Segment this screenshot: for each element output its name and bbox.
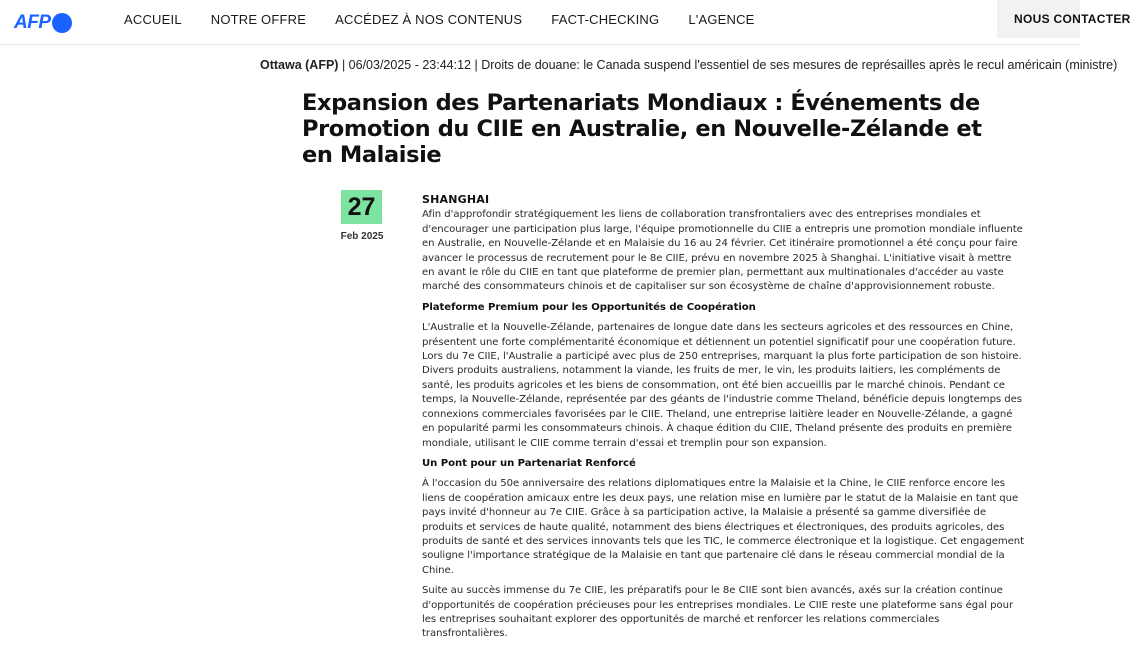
article-city: SHANGHAI <box>422 193 490 206</box>
date-day: 27 <box>347 193 376 221</box>
nav-item-contenus[interactable]: ACCÉDEZ À NOS CONTENUS <box>335 11 523 27</box>
article-body <box>422 193 1026 648</box>
ticker-text: | 06/03/2025 - 23:44:12 | Droits de douane: le Canada suspend l'essentiel de ses mesures de représailles après le recul américain (ministre) <box>338 58 1118 72</box>
section-heading: Plateforme Premium pour les Opportunités de Coopération <box>422 301 756 313</box>
afp-logo[interactable] <box>14 12 72 34</box>
section-paragraph: L'Australie et la Nouvelle-Zélande, partenaires de longue date dans les secteurs agricoles et des ressources en Chine, présentent une forte complémentarité économique et détiennent un potentiel significatif pour une coopération future. Lors du 7e CIIE, l'Australie a participé avec plus de 250 entreprises, marquant la plus forte participation de son histoire. Divers produits australiens, notamment la viande, les fruits de mer, le vin, les produits laitiers, les compléments de santé, les produits agricoles et les biens de consommation, ont été bien accueillis par le marché chinois. Pendant ce temps, la Nouvelle-Zélande, représentée par des géants de l'industrie comme Theland, bénéficie depuis longtemps des connexions commerciales favorisées par le CIIE. Theland, une entreprise laitière leader en Nouvelle-Zélande, a gagné en popularité parmi les consommateurs chinois. À chaque édition du CIIE, Theland présente des produits en première mondiale, utilisant le CIIE comme terrain d'essai et tremplin pour son expansion. <box>422 322 1023 449</box>
nav-item-notre-offre[interactable]: NOTRE OFFRE <box>210 11 307 27</box>
date-month-year: Feb 2025 <box>340 231 384 242</box>
date-badge <box>341 190 382 224</box>
nav-item-agence[interactable]: L'AGENCE <box>688 11 755 27</box>
nav-item-accueil[interactable]: ACCUEIL <box>124 11 182 27</box>
article-intro: Afin d'approfondir stratégiquement les liens de collaboration transfrontaliers avec des entreprises mondiales et d'encourager une participation plus large, l'équipe promotionnelle du CIIE a entrepris une promotion mondiale influente en Australie, en Nouvelle-Zélande et en Malaisie du 16 au 24 février. Cet itinéraire promotionnel a été conçu pour faire avancer le processus de recrutement pour le 8e CIIE, prévu en novembre 2025 à Shanghai. L'initiative visait à mettre en avant le rôle du CIIE en tant que plateforme de premier plan, permettant aux multinationales d'accéder au vaste marché des consommateurs chinois et de capitaliser sur son écosystème de chaîne d'approvisionnement robuste. <box>422 209 1023 293</box>
contact-button[interactable] <box>997 0 1131 38</box>
closing-paragraph: Suite au succès immense du 7e CIIE, les préparatifs pour le 8e CIIE sont bien avancés, axés sur la création continue d'opportunités de coopération précieuses pour les entreprises mondiales. Le CIIE reste une plateforme sans égal pour les entreprises souhaitant explorer des opportunités de marché et renforcer les relations commerciales transfrontalières. <box>422 585 1014 640</box>
site-header <box>0 0 1131 45</box>
section-heading: Un Pont pour un Partenariat Renforcé <box>422 457 636 469</box>
contact-button-label: NOUS CONTACTER <box>1014 12 1131 26</box>
main-nav <box>124 0 784 38</box>
nav-item-fact-checking[interactable]: FACT-CHECKING <box>551 11 660 27</box>
logo-dot-icon <box>52 13 72 33</box>
news-ticker[interactable] <box>260 58 1117 72</box>
section-paragraph: À l'occasion du 50e anniversaire des relations diplomatiques entre la Malaisie et la Chine, le CIIE renforce encore les liens de coopération amicaux entre les deux pays, une relation mise en lumière par le statut de la Malaisie en tant que pays invité d'honneur au 7e CIIE. Grâce à sa participation active, la Malaisie a présenté sa gamme diversifiée de produits et services de haute qualité, notamment des biens électriques et électroniques, des produits agricoles, des produits de santé et des services innovants tels que les TIC, le commerce électronique et la logistique. Cet engagement souligne l'importance stratégique de la Malaisie en tant que partenaire clé dans le réseau commercial mondial de la Chine. <box>422 478 1025 576</box>
article-title: Expansion des Partenariats Mondiaux : Événements de Promotion du CIIE en Australie, en Nouvelle-Zélande et en Malaisie <box>302 90 982 168</box>
logo-text: AFP <box>14 12 51 33</box>
ticker-source: Ottawa (AFP) <box>260 58 339 72</box>
